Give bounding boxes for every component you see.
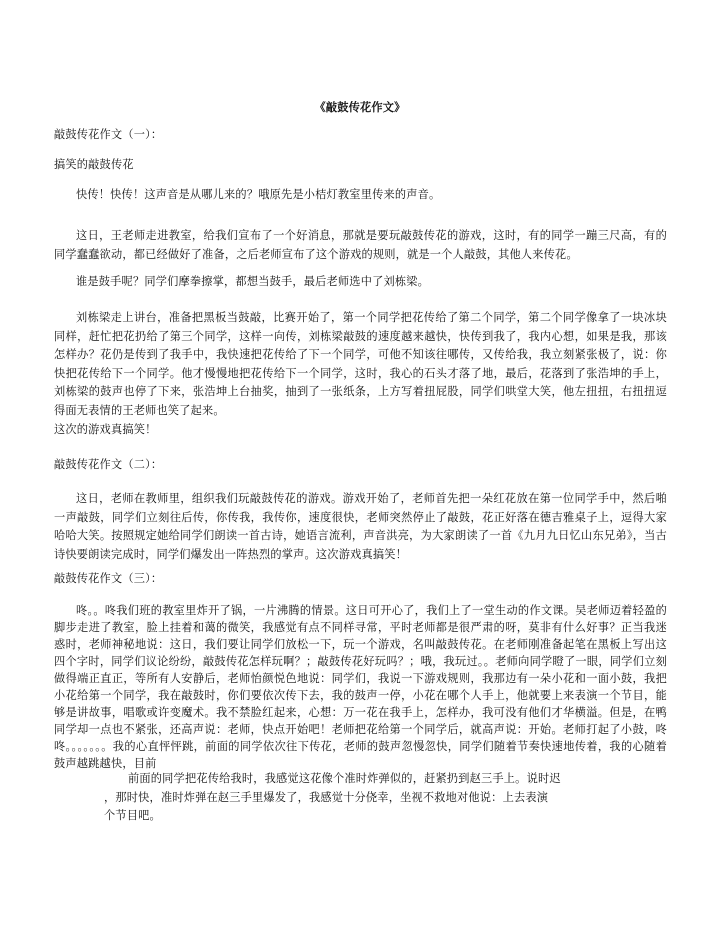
paragraph: 这日，老师在教师里，组织我们玩敲鼓传花的游戏。游戏开始了，老师首先把一朵红花放在第一位同学手中，然后啪一声敲鼓，同学们立刻往后传，你传我，我传你，速度很快，老师突然停止了敲鼓，花正好落在德吉雅桌子上，逗得大家哈哈大笑。按照规定她给同学们朗读一首古诗，她语言流利，声音洪亮，为大家朗读了一首《九月九日忆山东兄弟》，当古诗快要朗读完成时，同学们爆发出一阵热烈的掌声。这次游戏真搞笑！ xyxy=(54,492,667,561)
paragraph: 这日，王老师走进教室，给我们宣布了一个好消息，那就是要玩敲鼓传花的游戏，这时，有的同学一蹦三尺高，有的同学蠢蠢欲动，都已经做好了准备，之后老师宣布了这个游戏的规则，就是一个人敲鼓，其他人来传花。 xyxy=(54,229,667,261)
closing-line: ，那时快，准时炸弹在赵三手里爆发了，我感觉十分侥幸，坐视不救地对他说：上去表演 xyxy=(104,790,549,804)
closing-paragraph xyxy=(98,770,638,826)
paragraph: 谁是鼓手呢？同学们摩拳擦掌，都想当鼓手，最后老师选中了刘栋梁。 xyxy=(76,275,430,288)
paragraph: 咚。。咚我们班的教室里炸开了锅，一片沸腾的情景。这日可开心了，我们上了一堂生动的作文课。吴老师迈着轻盈的脚步走进了教室，脸上挂着和蔼的微笑，我感觉有点不同样寻常，平时老师都是很严肃的呀，莫非有什么好事？正当我迷惑时，老师神秘地说：这日，我们要让同学们放松一下，玩一个游戏，名叫敲鼓传花。在老师刚准备起笔在黑板上写出这四个字时，同学们议论纷纷，敲鼓传花怎样玩啊？；敲鼓传花好玩吗？；哦，我玩过。。老师向同学瞪了一眼，同学们立刻做得端正直正，等所有人安静后，老师怡颜悦色地说：同学们，我说一下游戏规则，我那边有一朵小花和一面小鼓，我把小花给第一个同学，我在敲鼓时，你们要依次传下去，我的鼓声一停，小花在哪个人手上，他就要上来表演一个节目，能够是讲故事，唱歌或许变魔术。我不禁脸红起来，心想：万一花在我手上，怎样办，我可没有他们才华横溢。但是，在鸭同学却一点也不紧张，还高声说：老师，快点开始吧！老师把花给第一个同学后，就高声说：开始。老师打起了小鼓，咚咚。。。。。。。我的心直怦怦跳，前面的同学依次往下传花，老师的鼓声忽慢忽快，同学们随着节奏快速地传着，我的心随着鼓声越跳越快，目前 xyxy=(54,604,667,770)
document-title: 《敲鼓传花作文》 xyxy=(314,100,406,114)
section-heading-2: 敲鼓传花作文（二）： xyxy=(54,458,163,471)
section-heading-1: 敲鼓传花作文（一）： xyxy=(54,128,163,141)
closing-line: 个节目吧。 xyxy=(104,809,161,822)
closing-line: 前面的同学把花传给我时，我感觉这花像个准时炸弹似的，赶紧扔到赵三手上。说时迟 xyxy=(128,772,561,785)
paragraph: 这次的游戏真搞笑！ xyxy=(54,423,157,436)
paragraph: 快传！快传！这声音是从哪儿来的？哦原先是小桔灯教室里传来的声音。 xyxy=(76,188,441,201)
paragraph: 刘栋梁走上讲台，准备把黑板当鼓敲，比赛开始了，第一个同学把花传给了第二个同学，第二个同学像拿了一块冰块同样，赶忙把花扔给了第三个同学，这样一向传，刘栋梁敲鼓的速度越来越快，快传到我了，我内心想，如果是我，那该怎样办？花仍是传到了我手中，我快速把花传给了下一个同学，可他不知该往哪传，又传给我，我立刻紧张极了，说：你快把花传给下一个同学。他才慢慢地把花传给下一个同学，这时，我心的石头才落了地，最后，花落到了张浩坤的手上，刘栋梁的鼓声也停了下来，张浩坤上台抽奖，抽到了一张纸条，上方写着扭屁股，同学们哄堂大笑，他左扭扭，右扭扭逗得面无表情的王老师也笑了起来。 xyxy=(54,311,667,417)
section-heading-3: 敲鼓传花作文（三）： xyxy=(54,572,163,585)
section-subtitle: 搞笑的敲鼓传花 xyxy=(54,158,134,171)
